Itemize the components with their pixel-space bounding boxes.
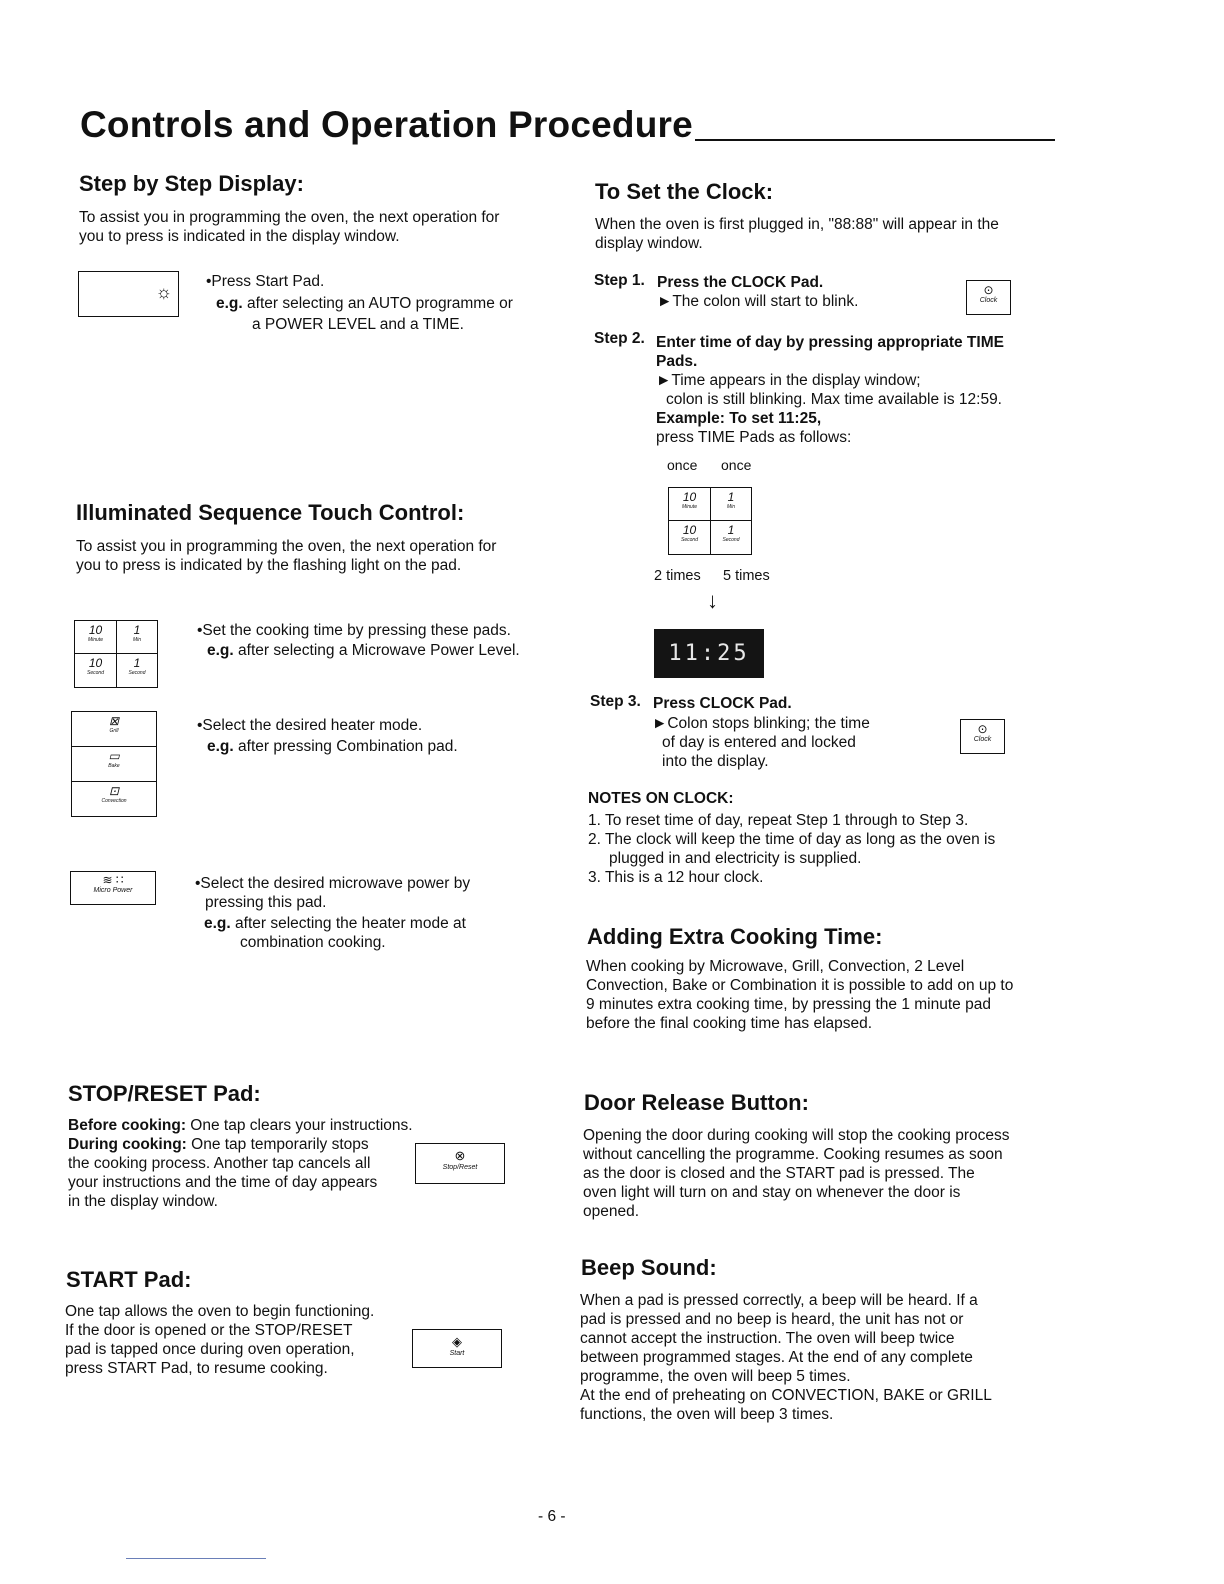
convection-icon: ⊡ [108, 784, 120, 798]
grill-icon: ⊠ [108, 714, 120, 728]
flashing-start-icon: ☼ [155, 282, 172, 302]
heater-mode-pads-illustration [71, 711, 157, 817]
notes-heading: NOTES ON CLOCK: [588, 790, 734, 807]
step-display-eg: e.g. after selecting an AUTO programme or [216, 295, 513, 312]
illuminated-heading: Illuminated Sequence Touch Control: [76, 500, 465, 525]
page-title: Controls and Operation Procedure [80, 104, 693, 145]
ten-minute-pad: 10 Minute [75, 621, 117, 654]
stop-reset-text: Before cooking: One tap clears your instructions. During cooking: One tap temporarily stops the cooking process. Another tap cancels all your instructions and the time of day appears in the display window. [68, 1117, 413, 1210]
item3-bullet: •Select the desired microwave power by pressing this pad. [195, 875, 471, 911]
clock-icon: ⊙ [977, 722, 988, 736]
step3-title: Press CLOCK Pad. [653, 695, 792, 712]
clock-pad-illustration: ⊙ Clock [966, 280, 1011, 315]
once-right-label: once [721, 457, 752, 473]
clock-pad-illustration-2: ⊙ Clock [960, 719, 1005, 754]
extra-time-heading: Adding Extra Cooking Time: [587, 924, 883, 949]
one-minute-pad: 1 Min [117, 621, 157, 654]
time-pads-illustration [74, 620, 158, 688]
beep-text: When a pad is pressed correctly, a beep will be heard. If a pad is pressed and no beep is heard, the unit has not or cannot accept the instruction. The oven will beep twice between programmed stages. At the end of any complete programme, the oven will beep 5 times. At the end of preheating on CONVECTION, BAKE or GRILL functions, the oven will beep 3 times. [580, 1292, 992, 1423]
step3-label: Step 3. [590, 693, 641, 710]
start-pad-illustration: ◈ Start [412, 1329, 502, 1368]
micro-power-pad-illustration: ≋ ∷ Micro Power [70, 871, 156, 905]
clock-one-minute-pad: 1 Min [711, 488, 751, 521]
stop-reset-heading: STOP/RESET Pad: [68, 1081, 261, 1106]
item2-bullet: •Select the desired heater mode. [197, 717, 423, 734]
micro-power-icon: ≋ ∷ [102, 873, 124, 887]
clock-one-second-pad: 1 Second [722, 523, 740, 543]
step3-note: ►Colon stops blinking; the time of day is entered and locked into the display. [652, 715, 870, 770]
clock-ten-minute-pad: 10 Minute [669, 488, 711, 521]
step-display-heading: Step by Step Display: [79, 171, 304, 196]
convection-pad: ⊡ Convection [72, 782, 156, 816]
step1-title: Press the CLOCK Pad. [657, 274, 824, 291]
clock-display: 11:25 [654, 629, 764, 678]
start-heading: START Pad: [66, 1267, 192, 1292]
footer-link-line [126, 1558, 266, 1559]
start-icon: ◈ [452, 1334, 462, 1349]
down-arrow-icon: ↓ [707, 588, 718, 613]
extra-time-text: When cooking by Microwave, Grill, Convection, 2 Level Convection, Bake or Combination it is possible to add on up to 9 minutes extra cooking time, by pressing the 1 minute pad before the final cooking time has elapsed. [586, 958, 1014, 1032]
clock-intro: When the oven is first plugged in, "88:88" will appear in the display window. [595, 216, 999, 252]
ten-second-pad: 10 Second [75, 654, 117, 687]
bake-pad: ▭ Bake [72, 747, 156, 782]
one-second-pad: 1 Second [128, 656, 146, 676]
times-right-label: 5 times [723, 568, 770, 584]
step2-title: Enter time of day by pressing appropriate TIME Pads. [656, 334, 1004, 370]
door-release-text: Opening the door during cooking will stop the cooking process without cancelling the programme. Cooking resumes as soon as the door is closed and the START pad is pressed. The oven light will turn on and stay on whenever the door is opened. [583, 1127, 1010, 1220]
times-left-label: 2 times [654, 568, 701, 584]
clock-ten-second-pad: 10 Second [669, 521, 711, 554]
bake-icon: ▭ [108, 749, 120, 763]
title-rule [695, 139, 1055, 141]
step-display-eg-line2: a POWER LEVEL and a TIME. [252, 316, 464, 333]
step-display-bullet: •Press Start Pad. [206, 273, 325, 290]
stop-icon: ⊗ [454, 1148, 466, 1163]
item1-bullet: •Set the cooking time by pressing these pads. [197, 622, 511, 639]
once-left-label: once [667, 457, 698, 473]
page-number: - 6 - [538, 1508, 566, 1525]
step1-note: ►The colon will start to blink. [657, 293, 859, 310]
item3-eg-line2: combination cooking. [240, 934, 386, 951]
grill-pad: ⊠ Grill [72, 712, 156, 747]
clock-icon: ⊙ [983, 283, 994, 297]
step2-label: Step 2. [594, 330, 645, 347]
display-window-illustration [78, 271, 179, 317]
door-release-heading: Door Release Button: [584, 1090, 809, 1115]
stop-reset-pad-illustration: ⊗ Stop/Reset [415, 1143, 505, 1184]
clock-time-pads-illustration [668, 487, 752, 555]
item3-eg: e.g. after selecting the heater mode at [204, 915, 466, 932]
step2-note: ►Time appears in the display window; colon is still blinking. Max time available is 12:59. Example: To set 11:25, press TIME Pads as follows: [656, 372, 1002, 446]
start-text: One tap allows the oven to begin functioning. If the door is opened or the STOP/RESET pad is tapped once during oven operation, press START Pad, to resume cooking. [65, 1303, 375, 1377]
beep-heading: Beep Sound: [581, 1255, 717, 1280]
clock-heading: To Set the Clock: [595, 179, 774, 204]
step-display-intro: To assist you in programming the oven, the next operation for you to press is indicated in the display window. [79, 209, 500, 245]
step1-label: Step 1. [594, 272, 645, 289]
clock-notes: 1. To reset time of day, repeat Step 1 through to Step 3. 2. The clock will keep the time of day as long as the oven is plugged in and electricity is supplied. 3. This is a 12 hour clock. [588, 812, 996, 886]
item1-eg: e.g. after selecting a Microwave Power Level. [207, 642, 520, 659]
illuminated-intro: To assist you in programming the oven, the next operation for you to press is indicated by the flashing light on the pad. [76, 538, 497, 574]
item2-eg: e.g. after pressing Combination pad. [207, 738, 458, 755]
